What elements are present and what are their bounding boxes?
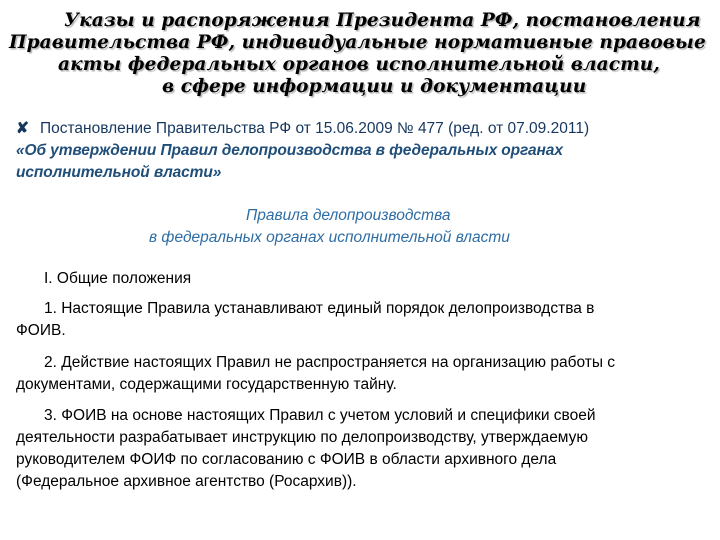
decree-line-2: «Об утверждении Правил делопроизводства в федеральных органах [16,142,563,159]
title-line-4: в сфере информации и документации [162,76,587,97]
decree-line-3: исполнительной власти» [16,164,222,181]
section-heading: I. Общие положения [44,270,192,287]
decree-name: Постановление Правительства РФ от 15.06.2009 № 477 (ред. от 07.09.2011) [40,120,590,137]
title-line-2: Правительства РФ, индивидуальные нормативные правовые [9,32,706,53]
decree-reference [16,118,716,184]
paragraph-2-line-1: 2. Действие настоящих Правил не распространяется на организацию работы с [44,354,616,371]
title-line-1: Указы и распоряжения Президента РФ, постановления [64,10,701,31]
paragraph-1 [16,298,716,342]
paragraph-3-line-2: деятельности разрабатывает инструкцию по делопроизводству, утверждаемую [16,429,589,446]
paragraph-3-line-1: 3. ФОИВ на основе настоящих Правил с учетом условий и специфики своей [44,407,596,424]
paragraph-3-line-3: руководителем ФОИФ по согласованию с ФОИВ в области архивного дела [16,451,557,468]
paragraph-1-line-1: 1. Настоящие Правила устанавливают единый порядок делопроизводства в [44,300,595,317]
decree-line-1 [16,118,716,140]
paragraph-1-line-2: ФОИВ. [16,322,66,339]
paragraph-3 [16,405,716,493]
subtitle-line-1: Правила делопроизводства [246,207,451,224]
paragraph-2-line-2: документами, содержащими государственную тайну. [16,376,397,393]
title-line-3: акты федеральных органов исполнительной власти, [58,54,660,75]
paragraph-3-line-4: (Федеральное архивное агентство (Росархив)). [16,473,357,490]
paragraph-2 [16,352,716,396]
subtitle-line-2: в федеральных органах исполнительной власти [149,229,510,246]
cross-bullet-icon: ✘ [16,120,29,137]
